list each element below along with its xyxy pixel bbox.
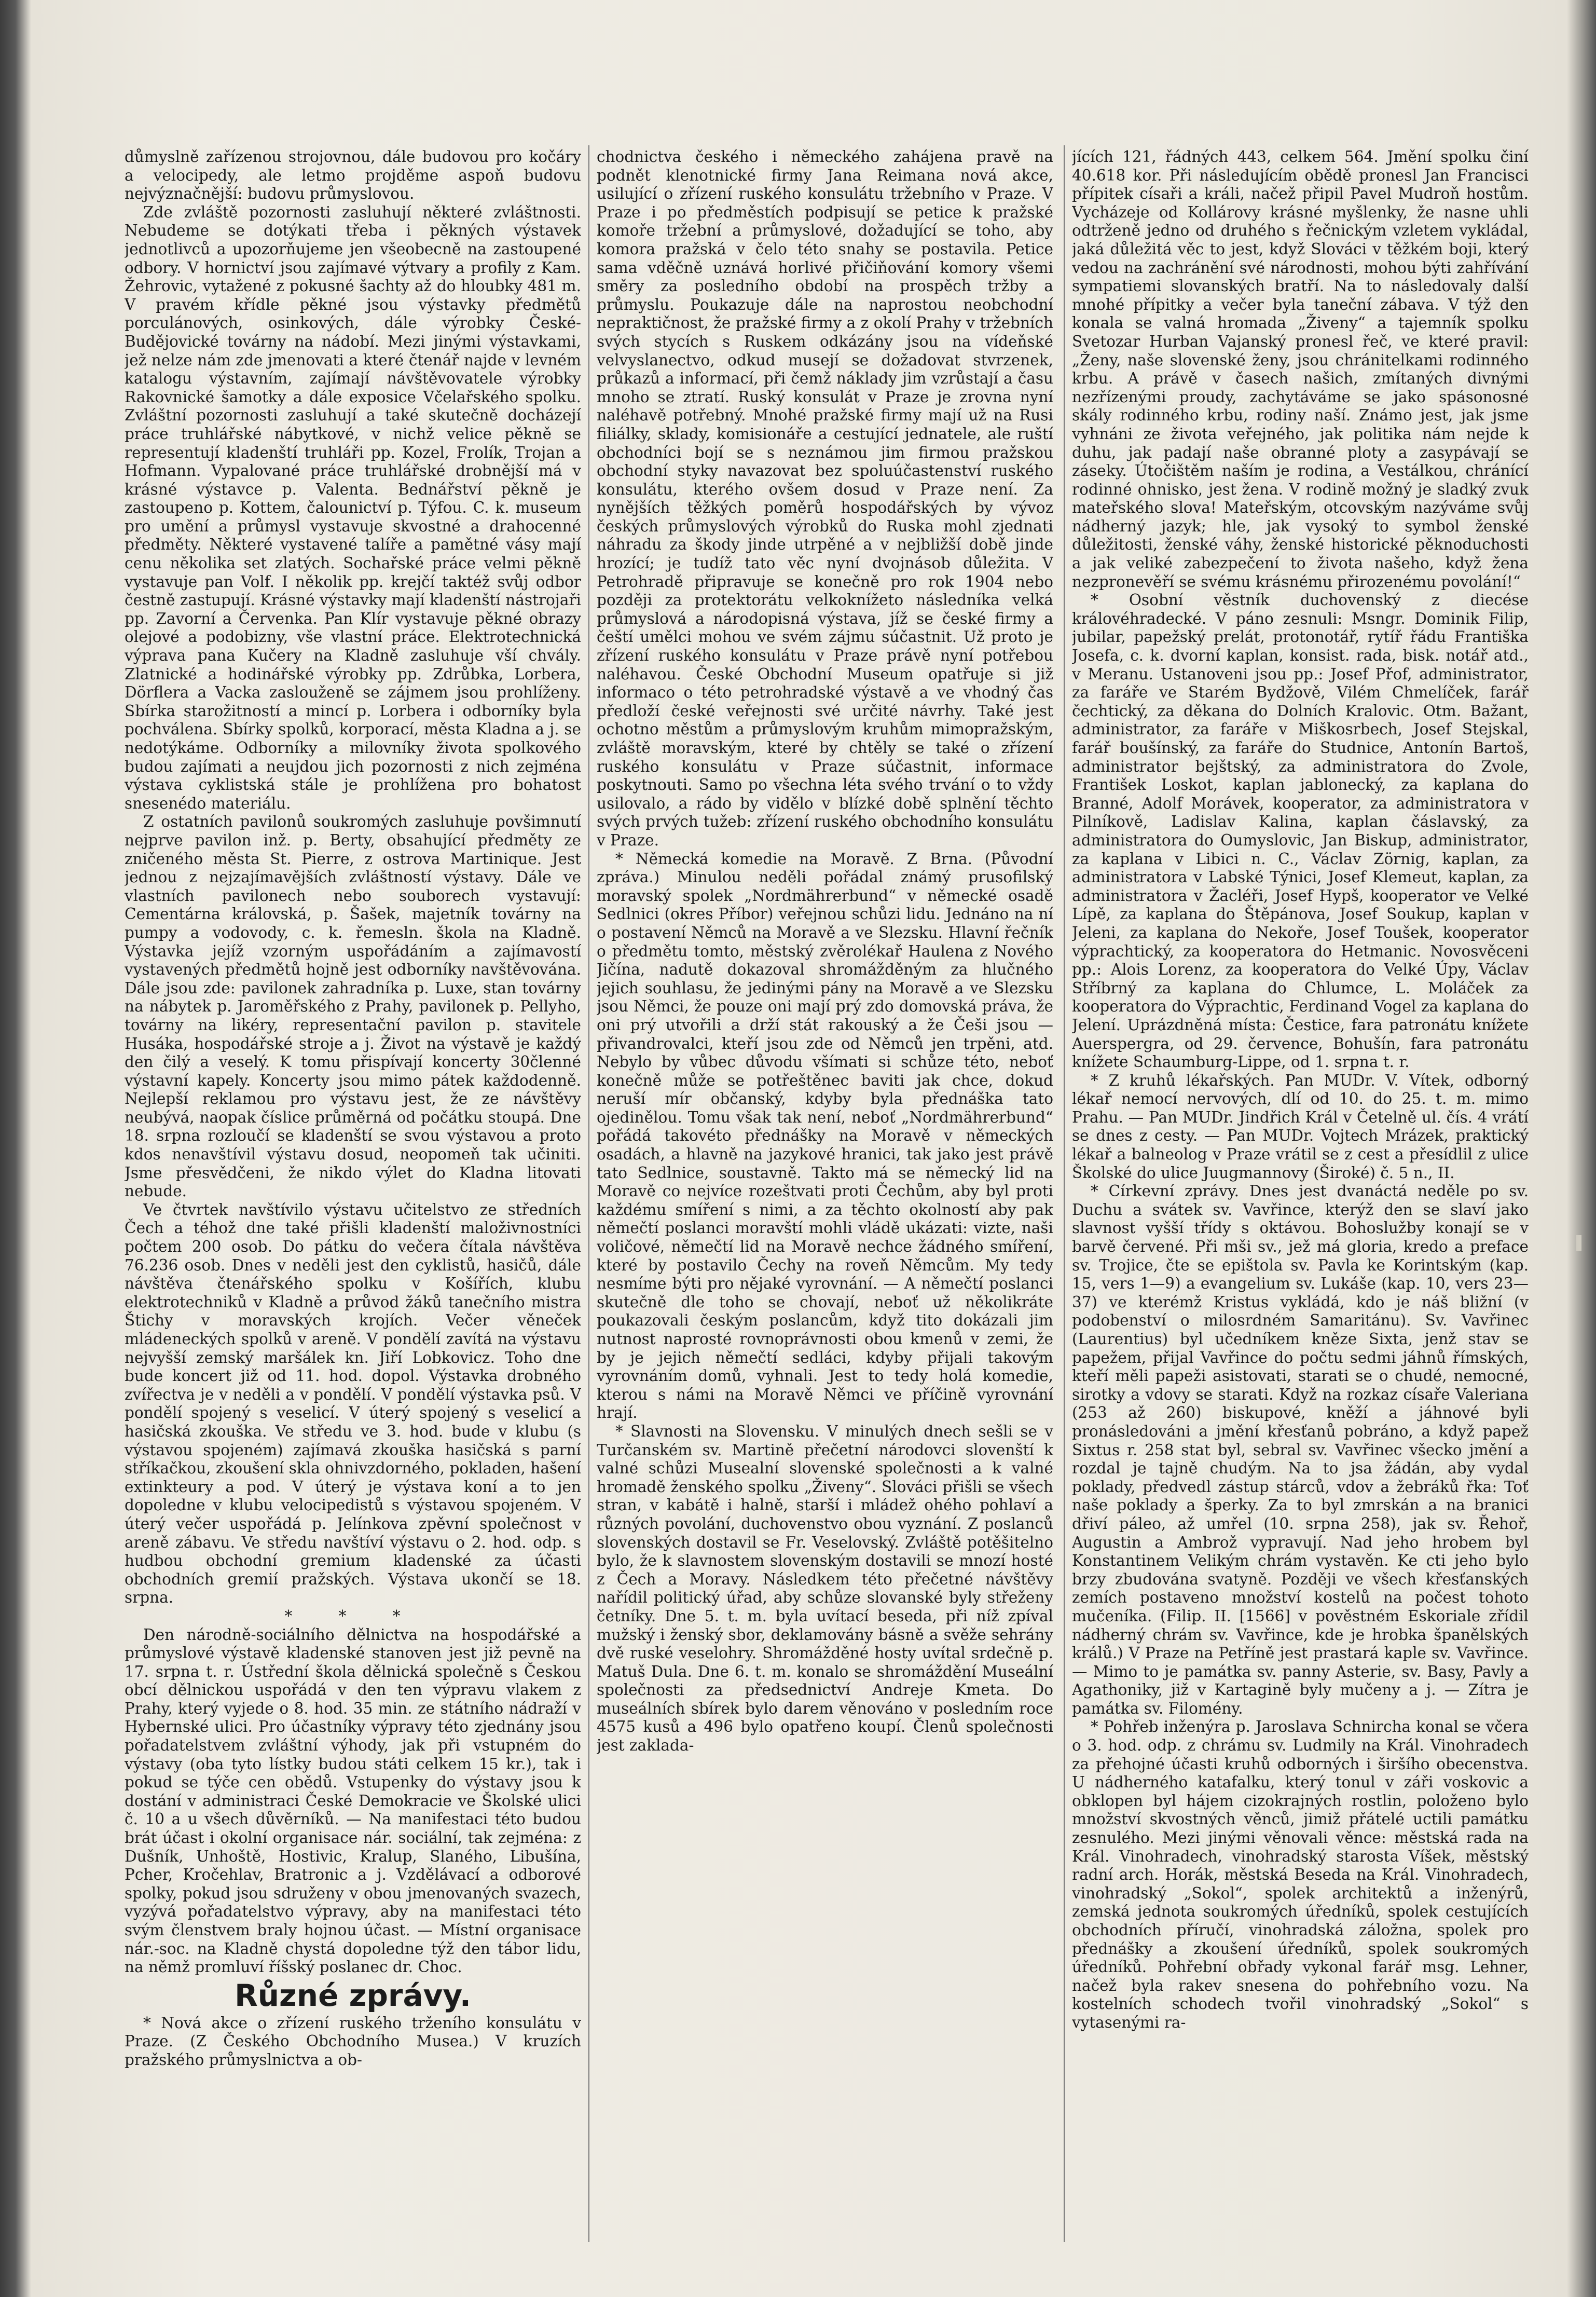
column-2 xyxy=(597,148,1053,2239)
paragraph: jících 121, řádných 443, celkem 564. Jmění spolku činí 40.618 kor. Při následujícím obědě pronesl Jan Francisci přípitek císaři a králi, načež připil Pavel Mudroň hostům. Vycházeje od Kollárovy krásné myšlenky, že nasne uhli odtrženě jedno od druhého s řečnickým vzletem vykládal, jaká důležitá věc to jest, když Slováci v těžkém boji, který vedou na zachránění své národnosti, mohou býti zahřívání sympatiemi slovanských bratří. Na to následovaly další mnohé přípitky a večer byla taneční zábava. V týž den konala se valná hromada „Živeny“ a tajemník spolku Svetozar Hurban Vajanský pronesl řeč, ve které pravil: „Ženy, naše slovenské ženy, jsou chránitelkami rodinného krbu. A právě v časech našich, zmítaných divnými nezřízenými proudy, zachytáváme se jako spásonosné skály rodinného krbu, rodiny naší. Známo jest, jak jsme vyhnáni ze života veřejného, jak politika nám nejde k duhu, jak padají naše obranné ploty a zasypávají se záseky. Útočištěm naším je rodina, a Vestálkou, chránící rodinné ohnisko, jest žena. V rodině možný je sladký zvuk mateřského slova! Mateřským, otcovským nazýváme svůj nádherný jazyk; hle, jak vysoký to symbol ženské důležitosti, ženské váhy, ženské historické pěknoduchosti a jak veliké zabezpečení to života našeho, když žena nezpronevěří se svému krásnému přirozenému povolání!“ xyxy=(1072,148,1529,591)
section-separator-stars: * * * xyxy=(284,1607,421,1625)
paragraph: chodnictva českého i německého zahájena pravě na podnět klenotnické firmy Jana Reimana nová akce, usilující o zřízení ruského konsulátu tržebního v Praze. V Praze i po předměstích podpisují se petice k pražské komoře tržební a průmyslové, dožadující se toho, aby komora pražská v čelo této snahy se postavila. Petice sama vděčně uznává horlivé přičiňování komory všemi směry za posledního období na prospěch tržby a průmyslu. Poukazuje dále na naprostou neobchodní nepraktičnost, že pražské firmy a z okolí Prahy v tržebních svých stycích s Ruskem odkázány jsou na vídeňské velvyslanectvo, odkud musejí se dožadovat stvrzenek, průkazů a informací, při čemž náklady jim vzrůstají a času mnoho se ztratí. Ruský konsulát v Praze je zrovna nyní naléhavě potřebný. Mnohé pražské firmy mají už na Rusi filiálky, sklady, komisionáře a cestující jednatele, ale ruští obchodníci bojí se s neznámou jim firmou pražskou obchodní styky navazovat bez spoluúčastenství ruského konsulátu, kterého ovšem dosud v Praze není. Za nynějších těžkých poměrů hospodářských by vývoz českých průmyslových výrobků do Ruska mohl zjednati náhradu za škody jinde utrpěné a v nejbližší době jinde hrozící; je tudíž tato věc nyní dvojnásob důležita. V Petrohradě připravuje se konečně pro rok 1904 nebo později za protektorátu velkoknížeto následníka velká průmyslová a národopisná výstava, jíž se české firmy a čeští umělci mohou ve svém zájmu súčastnit. Už proto je zřízení ruského konsulátu v Praze právě nyní potřebou naléhavou. České Obchodní Museum opatřuje si již informaco o této petrohradské výstavě a ve vhodný čas předloží české veřejnosti své určité návrhy. Také jest ochotno městům a průmyslovým kruhům mimopražským, zvláště moravským, které by chtěly se také o zřízení ruského konsulátu v Praze súčastnit, informace poskytnouti. Samo po všechna léta svého trvání o to vždy usilovalo, a rádo by vidělo v blízké době splnění těchto svých prvých tužeb: zřízení ruského obchodního konsulátu v Praze. xyxy=(597,148,1053,849)
paragraph: * Nová akce o zřízení ruského trženího konsulátu v Praze. (Z Českého Obchodního Musea.) V kruzích pražského průmyslnictva a ob- xyxy=(125,2014,581,2069)
column-divider xyxy=(1064,145,1065,2242)
paragraph: * Z kruhů lékařských. Pan MUDr. V. Vítek, odborný lékař nemocí nervových, dlí od 10. do 25. t. m. mimo Prahu. — Pan MUDr. Jindřich Král v Četelně ul. čís. 4 vrátí se dnes z cesty. — Pan MUDr. Vojtech Mrázek, praktický lékař a balneolog v Praze vrátil se z cest a přesídlil z ulice Školské do ulice Juugmannovy (Široké) č. 5 n., II. xyxy=(1072,1071,1529,1182)
paragraph: Ve čtvrtek navštívilo výstavu učitelstvo ze středních Čech a téhož dne také přišli kladenští maloživnostníci počtem 200 osob. Do pátku do večera čítala návštěva 76.236 osob. Dnes v neděli jest den cyklistů, hasičů, dále návštěva čtenářského spolku v Košířích, klubu elektrotechniků v Kladně a průvod žáků tanečního mistra Štichy v moravských krojích. Večer věneček mládeneckých spolků v areně. V pondělí zavítá na výstavu nejvyšší zemský maršálek kn. Jiří Lobkovicz. Toho dne bude koncert již od 11. hod. dopol. Výstavka drobného zvířectva je v neděli a v pondělí. V pondělí výstavka psů. V pondělí spojený s veselicí. V úterý spojený s veselicí a hasičská zkouška. Ve středu ve 3. hod. bude v klubu (s výstavou spojeném) zajímavá zkouška hasičská s parní stříkačkou, zkoušení skla ohnivzdorného, pokladen, hašení extinkteury a pod. V úterý je výstava koní a to jen dopoledne v klubu velocipedistů s výstavou spojeném. V úterý večer uspořádá p. Jelínkova zpěvní společnost v areně zábavu. Ve středu navštíví výstavu o 2. hod. odp. s hudbou obchodní gremium kladenské za účasti obchodních gremií pražských. Výstava ukončí se 18. srpna. xyxy=(125,1200,581,1607)
page-edge-mark xyxy=(1576,1235,1581,1251)
paragraph: * Slavnosti na Slovensku. V minulých dnech sešli se v Turčanském sv. Martině přečetní národovci slovenští k valné schůzi Musealní slovenské společnosti a k valné hromadě ženského spolku „Živeny“. Slováci přišli se všech stran, v kabátě i halně, starší i mládež ohého pohlaví a různých povolání, duchovenstvo obou vyznání. Z poslanců slovenských dostavil se Fr. Veselovský. Zvláště potěšitelno bylo, že k slavnostem slovenským dostavili se mnozí hosté z Čech a Moravy. Následkem této přečetné návštěvy nařídil politický úřad, aby schůze slovanské byly střeženy četníky. Dne 5. t. m. byla uvítací beseda, při níž zpíval mužský i ženský sbor, deklamovány básně a svěže sehrány dvě ruské veselohry. Shromážděné hosty uvítal srdečně p. Matuš Dula. Dne 6. t. m. konalo se shromáždění Museální společnosti za předsednictví Andreje Kmeta. Do museálních sbírek bylo darem věnováno v posledním roce 4575 kusů a 496 bylo opatřeno koupí. Členů společnosti jest zaklada- xyxy=(597,1422,1053,1755)
paragraph: Zde zvláště pozornosti zasluhují některé zvláštnosti. Nebudeme se dotýkati třeba i pěkných výstavek jednotlivců a upozorňujeme jen všeobecně na zastoupené odbory. V hornictví jsou zajímavé výtvary a profily z Kam. Žehrovic, vytažené z pokusné šachty až do hloubky 481 m. V pravém křídle pěkné jsou výstavky předmětů porculánových, osinkových, dále výrobky České-Budějovické továrny na nádobí. Mezi jinými výstavkami, jež nelze nám zde jmenovati a které čtenář najde v levném katalogu výstavním, zajímají návštěvovatele výrobky Rakovnické šamotky a dále exposice Včelařského spolku. Zvláštní pozornosti zasluhují a také skutečně docházejí práce truhlářské nábytkové, v nichž velice pěkně se representují kladenští truhláři pp. Kozel, Frolík, Trojan a Hofmann. Vypalované práce truhlářské drobnější má v krásné výstavce p. Valenta. Bednářství pěkně je zastoupeno p. Kottem, čalounictví p. Týfou. C. k. museum pro umění a průmysl vystavuje skvostné a drahocenné předměty. Některé vystavené talíře a pamětné vásy mají cenu několika set zlatých. Sochařské práce velmi pěkně vystavuje pan Volf. I několik pp. krejčí taktéž svůj odbor čestně zastupují. Krásné výstavky mají kladenští nástrojaři pp. Zavorní a Červenka. Pan Klír vystavuje pěkné obrazy olejové a podobizny, vše vlastní práce. Elektrotechnická výprava pana Kučery na Kladně zasluhuje vší chvály. Zlatnické a hodinářské výrobky pp. Zdrůbka, Lorbera, Dörflera a Vacka zaslouženě se zájmem jsou prohlíženy. Sbírka starožitností a mincí p. Lorbera i odborníky byla pochválena. Sbírky spolků, korporací, města Kladna a j. se nedotýkáme. Odborníky a milovníky života spolkového budou zajímati a neujdou jich pozornosti z nich zejména výstava cyklistská stále je prohlížena pro bohatost snesenédo materiálu. xyxy=(125,203,581,812)
paragraph: Den národně-sociálního dělnictva na hospodářské a průmyslové výstavě kladenské stanoven jest již pevně na 17. srpna t. r. Ústřední škola dělnická společně s Českou obcí dělnickou uspořádá v den ten výpravu vlakem z Prahy, který vyjede o 8. hod. 35 min. ze státního nádraží v Hybernské ulici. Pro účastníky výpravy této zjednány jsou pořadatelstvem zvláštní výhody, jak při vstupném do výstavy (oba tyto lístky budou státi celkem 15 kr.), tak i pokud se týče cen obědů. Vstupenky do výstavy jsou k dostání v administraci České Demokracie ve Školské ulici č. 10 a u všech důvěrníků. — Na manifestaci této budou brát účast i okolní organisace nár. sociální, tak zejména: z Dušník, Unhoště, Hostivic, Kralup, Slaného, Libušína, Pcher, Kročehlav, Bratronic a j. Vzdělávací a odborové spolky, pokud jsou sdruženy v obou jmenovaných svazech, vyzývá pořadatelstvo výpravy, aby na manifestaci této svým členstvem braly hojnou účast. — Místní organisace nár.-soc. na Kladně chystá dopoledne týž den tábor lidu, na němž promluví říšský poslanec dr. Choc. xyxy=(125,1625,581,1976)
paragraph: * Církevní zprávy. Dnes jest dvanáctá neděle po sv. Duchu a svátek sv. Vavřince, kterýž den se slaví jako slavnost vyšší třídy s oktávou. Bohoslužby konají se v barvě červené. Při mši sv., jež má gloria, kredo a preface sv. Trojice, čte se epištola sv. Pavla ke Korintským (kap. 15, vers 1—9) a evangelium sv. Lukáše (kap. 10, vers 23—37) ve kterémž Kristus vykládá, kdo je náš bližní (v podobenství o milosrdném Samaritánu). Sv. Vavřinec (Laurentius) byl učedníkem kněze Sixta, jenž stav se papežem, přijal Vavřince do počtu sedmi jáhnů římských, kteří měli papeži asistovati, starati se o chudé, nemocné, sirotky a vdovy se starati. Když na rozkaz císaře Valeriana (253 až 260) biskupové, kněží a jáhnové byli pronásledováni a jmění křesťanů pobráno, a když papež Sixtus r. 258 stat byl, sebral sv. Vavřinec všecko jmění a rozdal je tajně chudým. Na to jsa žádán, aby vydal poklady, předvedl zástup stárců, vdov a žebráků řka: Toť naše poklady a šperky. Za to byl zmrskán a na branici dřiví páleo, až umřel (10. srpna 258), jak sv. Řehoř, Augustin a Ambrož vypravují. Nad jeho hrobem byl Konstantinem Velikým chrám vystavěn. Ke cti jeho bylo brzy zbudována svatyně. Později ve všech křesťanských zemích postaveno množství kostelů na počest tohoto mučeníka. (Filip. II. [1566] v pověstném Eskoriale zřídil nádherný chrám sv. Vavřince, kde je hrobka španělských králů.) V Praze na Petříně jest prastará kaple sv. Vavřince. — Mimo to je památka sv. panny Asterie, sv. Basy, Pavly a Agathoniky, již v Kartagině byly mučeny a j. — Zítra je památka sv. Filomény. xyxy=(1072,1182,1529,1717)
column-divider xyxy=(588,145,589,2242)
column-3 xyxy=(1072,148,1529,2239)
paragraph: * Osobní věstník duchovenský z diecése královéhradecké. V páno zesnuli: Msngr. Dominik Filip, jubilar, papežský prelát, protonotář, rytíř řádu Františka Josefa, c. k. dvorní kaplan, konsist. rada, bisk. notář atd., v Meranu. Ustanoveni jsou pp.: Josef Přof, administrator, za faráře ve Starém Bydžově, Vilém Chmelíček, farář čechtický, za děkana do Dolních Kralovic. Otm. Bažant, administrator, za faráře v Miškosrbech, Josef Stejskal, farář boušínský, za faráře do Studnice, Antonín Bartoš, administrator bejštský, za administratora do Zvole, František Loskot, kaplan jablonecký, za kaplana do Branné, Adolf Morávek, kooperator, za administratora v Pilníkově, Ladislav Kalina, kaplan čáslavský, za administratora do Oumyslovic, Jan Biskup, administrator, za kaplana v Libici n. C., Václav Zörnig, kaplan, za administratora v Labské Týnici, Josef Klemeut, kaplan, za administratora v Žacléři, Josef Hypš, kooperator ve Velké Lípě, za kaplana do Štěpánova, Josef Soukup, kaplan v Jeleni, za kaplana do Nekoře, Josef Toušek, kooperator výprachtický, za kooperatora do Hetmanic. Novosvěceni pp.: Alois Lorenz, za kooperatora do Velké Úpy, Václav Stříbrný za kaplana do Chlumce, L. Moláček za kooperatora do Výprachtic, Ferdinand Vogel za kaplana do Jelení. Uprázdněná místa: Čestice, fara patronátu knížete Auerspergra, od 29. července, Bohušín, fara patronátu knížete Schaumburg-Lippe, od 1. srpna t. r. xyxy=(1072,591,1529,1071)
paragraph: * Německá komedie na Moravě. Z Brna. (Původní zpráva.) Minulou neděli pořádal známý prusofilský moravský spolek „Nordmährerbund“ v německé osadě Sedlnici (okres Příbor) veřejnou schůzi lidu. Jednáno na ní o postavení Němců na Moravě a ve Slezsku. Hlavní řečník o předmětu tomto, městský zvěrolékař Haulena z Nového Jičína, nadutě dokazoval shromážděným za hlučného jejich souhlasu, že jedinými pány na Moravě a ve Slezsku jsou Němci, že pouze oni mají prý zdo domovská práva, že oni prý utvořili a drží stát rakouský a že Češi jsou — přivandrovalci, kteří jsou zde od Němců jen trpěni, atd. Nebylo by vůbec důvodu všímati si schůze této, neboť konečně může se potřeštěnec baviti jak chce, dokud neruší mír občanský, kdyby byla přednáška tato ojedinělou. Tomu však tak není, neboť „Nordmährerbund“ pořádá takovéto přednášky na Moravě v německých osadách, a hlavně na jazykové hranici, tak jako jest právě tato Sedlnice, soustavně. Takto má se německý lid na Moravě co nejvíce rozeštvati proti Čechům, aby byl proti každému smíření s nimi, a za těchto okolností aby pak němečtí poslanci moravští mohli vládě ukázati: vizte, naši voličové, němečtí lid na Moravě nechce žádného smíření, které by postavilo Čechy na roveň Němcům. My tedy nesmíme býti pro nějaké vyrovnání. — A němečtí poslanci skutečně dle toho se chovají, neboť už několikráte poukazovali českým poslancům, když tito dokázali jim nutnost naprosté rovnoprávnosti obou kmenů v zemi, že by je jejich němečtí sedláci, kdyby přijali takovým vyrovnáním domů, vyhnali. Jest to tedy holá komedie, kterou s námi na Moravě Němci ve příčině vyrovnání hrají. xyxy=(597,850,1053,1422)
paragraph: * Pohřeb inženýra p. Jaroslava Schnircha konal se včera o 3. hod. odp. z chrámu sv. Ludmily na Král. Vinohradech za přehojné účasti kruhů odborných i širšího obecenstva. U nádherného katafalku, který tonul v záři voskovic a obklopen byl hájem cizokrajných rostlin, položeno bylo množství skvostných věnců, jimiž přátelé uctili památku zesnulého. Mezi jinými věnovali věnce: městská rada na Král. Vinohradech, vinohradský starosta Víšek, městský radní arch. Horák, městská Besedа na Král. Vinohradech, vinohradský „Sokol“, spolek architektů a inženýrů, zemská jednota soukromých úředníků, spolek cestujících obchodních příručí, vinohradská záložna, spolek pro přednášky a zkoušení úředníků, spolek soukromých úředníků. Pohřební obřady vykonal farář msg. Lehner, načež byla rakev snesena do pohřebního vozu. Na kostelních schodech tvořil vinohradský „Sokol“ s vytasenými ra- xyxy=(1072,1718,1529,2031)
section-heading: Různé zprávy. xyxy=(235,1977,471,2013)
column-1 xyxy=(125,148,581,2239)
paragraph: důmyslně zařízenou strojovnou, dále budovou pro kočáry a velocipedy, ale letmo projděme aspoň budovu nejvýznačnější: budovu průmyslovou. xyxy=(125,148,581,203)
paragraph: Z ostatních pavilonů soukromých zasluhuje povšimnutí nejprve pavilon inž. p. Berty, obsahující předměty ze zničeného města St. Pierre, z ostrova Martinique. Jest jednou z nejzajímavějších zvláštností výstavy. Dále ve vlastních pavilonech nebo souborech vystavují: Cementárna královská, p. Šašek, majetník továrny na pumpy a vodovody, c. k. řemesln. škola na Kladně. Výstavka jejíž vzorným uspořádáním a zajímavostí vystavených předmětů hojně jest odborníky navštěvována. Dále jsou zde: pavilonek zahradníka p. Luxe, stan továrny na nábytek p. Jaroměřského z Prahy, pavilonek p. Pellyho, továrny na likéry, representační pavilon p. stavitele Husáka, hospodářské stroje a j. Život na výstavě je každý den čilý a veselý. K tomu přispívají koncerty 30členné výstavní kapely. Koncerty jsou mimo pátek každodenně. Nejlepší reklamou pro výstavu jest, že ze návštěvy neubývá, naopak číslice průměrná od počátku stoupá. Dne 18. srpna rozloučí se kladenští se svou výstavou a proto kdos nenavštívil výstavu dosud, neopomeň tak učiniti. Jsme přesvědčeni, že nikdo výlet do Kladna litovati nebude. xyxy=(125,813,581,1200)
